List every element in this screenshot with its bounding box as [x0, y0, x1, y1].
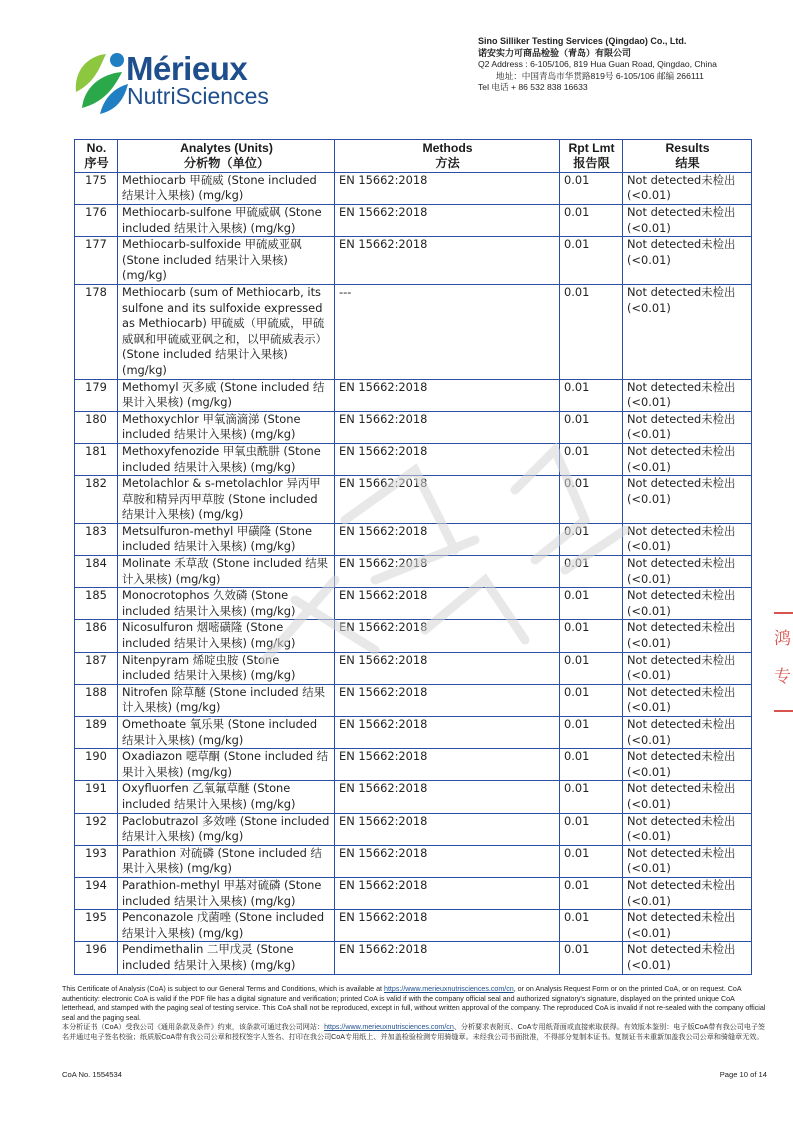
- table-row: [75, 749, 752, 781]
- table-row: [75, 813, 752, 845]
- table-row: [75, 411, 752, 443]
- company-info: [478, 36, 778, 94]
- result-cell: Not detected未检出(<0.01): [623, 813, 752, 845]
- analyte-cell: Methiocarb (sum of Methiocarb, its sulfone and its sulfoxide expressed as Methiocarb) 甲硫威（甲硫威，甲硫威砜和甲硫威亚砜之和，以甲硫威表示）(Stone included 结果计入果核) (mg/kg): [118, 284, 335, 379]
- seal-char-1: 鸿: [774, 629, 791, 649]
- table-row: [75, 684, 752, 716]
- rpt-lmt-cell: 0.01: [560, 411, 623, 443]
- logo-text-merieux: Mérieux: [126, 50, 248, 87]
- footer-disclaimer: [62, 985, 768, 1043]
- footer-text-en: This Certificate of Analysis (CoA) is subject to our General Terms and Conditions, which is available at https://www.merieuxnutrisciences.com/cn, or on Analysis Request Form or on the printed CoA, or on request. CoA authenticity: electronic CoA is valid if the PDF file has a digital signature and verification; printed CoA is valid if with the company official seal and authorized signatory's signature, displayed on the printed unique CoA letterhead, and stamped with the paging seal of testing service. This CoA shall not be reproduced, except in full, without written approval of the company. The reproduced CoA is invalid if not re-sealed with the company official seal and the paging seal.: [62, 985, 766, 1022]
- col-header-result: Results 结果: [623, 140, 752, 173]
- result-cell: Not detected未检出(<0.01): [623, 717, 752, 749]
- row-number: 176: [75, 205, 118, 237]
- row-number: 184: [75, 556, 118, 588]
- company-address-cn: 地址：中国青岛市华贯路819号 6-105/106 邮编 266111: [496, 70, 704, 81]
- row-number: 181: [75, 443, 118, 475]
- result-cell: Not detected未检出(<0.01): [623, 877, 752, 909]
- result-cell: Not detected未检出(<0.01): [623, 781, 752, 813]
- rpt-lmt-cell: 0.01: [560, 588, 623, 620]
- result-cell: Not detected未检出(<0.01): [623, 910, 752, 942]
- method-cell: EN 15662:2018: [335, 588, 560, 620]
- result-cell: Not detected未检出(<0.01): [623, 172, 752, 204]
- analyte-cell: Penconazole 戊菌唑 (Stone included 结果计入果核) (mg/kg): [118, 910, 335, 942]
- result-cell: Not detected未检出(<0.01): [623, 476, 752, 524]
- result-cell: Not detected未检出(<0.01): [623, 652, 752, 684]
- rpt-lmt-cell: 0.01: [560, 476, 623, 524]
- analyte-cell: Metsulfuron-methyl 甲磺隆 (Stone included 结果计入果核) (mg/kg): [118, 523, 335, 555]
- table-row: [75, 523, 752, 555]
- analyte-cell: Nitrofen 除草醚 (Stone included 结果计入果核) (mg/kg): [118, 684, 335, 716]
- table-row: [75, 237, 752, 285]
- row-number: 179: [75, 379, 118, 411]
- company-logo: [70, 48, 280, 116]
- analyte-cell: Methoxyfenozide 甲氧虫酰肼 (Stone included 结果计入果核) (mg/kg): [118, 443, 335, 475]
- method-cell: EN 15662:2018: [335, 205, 560, 237]
- col-header-analyte: Analytes (Units) 分析物（单位）: [118, 140, 335, 173]
- analyte-cell: Pendimethalin 二甲戊灵 (Stone included 结果计入果核) (mg/kg): [118, 942, 335, 974]
- rpt-lmt-cell: 0.01: [560, 717, 623, 749]
- rpt-lmt-cell: 0.01: [560, 877, 623, 909]
- table-row: [75, 910, 752, 942]
- results-table-wrapper: [74, 139, 751, 975]
- method-cell: EN 15662:2018: [335, 652, 560, 684]
- analyte-cell: Metolachlor & s-metolachlor 异丙甲草胺和精异丙甲草胺 (Stone included 结果计入果核) (mg/kg): [118, 476, 335, 524]
- rpt-lmt-cell: 0.01: [560, 845, 623, 877]
- method-cell: EN 15662:2018: [335, 443, 560, 475]
- row-number: 195: [75, 910, 118, 942]
- company-tel: Tel 电话 + 86 532 838 16633: [478, 82, 588, 93]
- row-number: 187: [75, 652, 118, 684]
- analyte-cell: Omethoate 氧乐果 (Stone included 结果计入果核) (mg/kg): [118, 717, 335, 749]
- row-number: 177: [75, 237, 118, 285]
- company-name: Sino Silliker Testing Services (Qingdao) Co., Ltd.: [478, 36, 687, 46]
- rpt-lmt-cell: 0.01: [560, 556, 623, 588]
- coa-number: CoA No. 1554534: [62, 1070, 122, 1079]
- row-number: 193: [75, 845, 118, 877]
- rpt-lmt-cell: 0.01: [560, 620, 623, 652]
- row-number: 194: [75, 877, 118, 909]
- col-header-no: No. 序号: [75, 140, 118, 173]
- analyte-cell: Nicosulfuron 烟嘧磺隆 (Stone included 结果计入果核) (mg/kg): [118, 620, 335, 652]
- result-cell: Not detected未检出(<0.01): [623, 411, 752, 443]
- logo-text-nutrisciences: NutriSciences: [127, 83, 269, 109]
- row-number: 182: [75, 476, 118, 524]
- table-row: [75, 588, 752, 620]
- result-cell: Not detected未检出(<0.01): [623, 942, 752, 974]
- table-row: [75, 476, 752, 524]
- table-row: [75, 443, 752, 475]
- logo-leaf-icon: [70, 48, 132, 116]
- method-cell: ---: [335, 284, 560, 379]
- analyte-cell: Methomyl 灭多威 (Stone included 结果计入果核) (mg/kg): [118, 379, 335, 411]
- table-header-row: [75, 140, 752, 173]
- rpt-lmt-cell: 0.01: [560, 813, 623, 845]
- paging-seal-fragment: [770, 612, 793, 714]
- table-row: [75, 620, 752, 652]
- analyte-cell: Parathion 对硫磷 (Stone included 结果计入果核) (mg/kg): [118, 845, 335, 877]
- table-row: [75, 942, 752, 974]
- analyte-cell: Methiocarb-sulfoxide 甲硫威亚砜 (Stone included 结果计入果核) (mg/kg): [118, 237, 335, 285]
- row-number: 178: [75, 284, 118, 379]
- table-row: [75, 205, 752, 237]
- method-cell: EN 15662:2018: [335, 717, 560, 749]
- table-row: [75, 877, 752, 909]
- table-row: [75, 556, 752, 588]
- row-number: 186: [75, 620, 118, 652]
- rpt-lmt-cell: 0.01: [560, 942, 623, 974]
- page-number: Page 10 of 14: [719, 1070, 767, 1079]
- method-cell: EN 15662:2018: [335, 910, 560, 942]
- analyte-cell: Molinate 禾草敌 (Stone included 结果计入果核) (mg/kg): [118, 556, 335, 588]
- analyte-cell: Methoxychlor 甲氧滴滴涕 (Stone included 结果计入果核) (mg/kg): [118, 411, 335, 443]
- company-address-en: Q2 Address : 6-105/106, 819 Hua Guan Road, Qingdao, China: [478, 59, 717, 70]
- row-number: 188: [75, 684, 118, 716]
- rpt-lmt-cell: 0.01: [560, 237, 623, 285]
- analyte-cell: Methiocarb-sulfone 甲硫威砜 (Stone included 结果计入果核) (mg/kg): [118, 205, 335, 237]
- method-cell: EN 15662:2018: [335, 411, 560, 443]
- terms-link[interactable]: https://www.merieuxnutrisciences.com/cn: [384, 985, 514, 993]
- row-number: 175: [75, 172, 118, 204]
- row-number: 192: [75, 813, 118, 845]
- row-number: 196: [75, 942, 118, 974]
- method-cell: EN 15662:2018: [335, 556, 560, 588]
- rpt-lmt-cell: 0.01: [560, 379, 623, 411]
- result-cell: Not detected未检出(<0.01): [623, 443, 752, 475]
- table-row: [75, 845, 752, 877]
- rpt-lmt-cell: 0.01: [560, 749, 623, 781]
- table-row: [75, 379, 752, 411]
- footer-text-cn: 本分析证书（CoA）受我公司《通用条款及条件》约束，该条款可通过我公司网站：https://www.merieuxnutrisciences.com/cn、分析要求表附页、CoA专用纸背面或直接索取获得。有效版本鉴别：电子版CoA带有我公司电子签名并通过电子签名校验；纸质版CoA带有我公司公章和授权签字人签名、打印在我公司CoA专用纸上、并加盖检验检测专用骑缝章。未经我公司书面批准，不得部分复制本证书。复制证书未重新加盖我公司公章和骑缝章无效。: [62, 1023, 766, 1041]
- result-cell: Not detected未检出(<0.01): [623, 845, 752, 877]
- row-number: 180: [75, 411, 118, 443]
- row-number: 185: [75, 588, 118, 620]
- method-cell: EN 15662:2018: [335, 813, 560, 845]
- result-cell: Not detected未检出(<0.01): [623, 749, 752, 781]
- row-number: 191: [75, 781, 118, 813]
- rpt-lmt-cell: 0.01: [560, 652, 623, 684]
- rpt-lmt-cell: 0.01: [560, 910, 623, 942]
- method-cell: EN 15662:2018: [335, 684, 560, 716]
- rpt-lmt-cell: 0.01: [560, 443, 623, 475]
- analyte-cell: Monocrotophos 久效磷 (Stone included 结果计入果核) (mg/kg): [118, 588, 335, 620]
- table-row: [75, 781, 752, 813]
- col-header-rpt-lmt: Rpt Lmt 报告限: [560, 140, 623, 173]
- company-name-cn: 诺安实力可商品检验（青岛）有限公司: [478, 47, 632, 58]
- terms-link-cn[interactable]: https://www.merieuxnutrisciences.com/cn: [324, 1023, 454, 1032]
- analyte-cell: Paclobutrazol 多效唑 (Stone included 结果计入果核) (mg/kg): [118, 813, 335, 845]
- result-cell: Not detected未检出(<0.01): [623, 588, 752, 620]
- result-cell: Not detected未检出(<0.01): [623, 620, 752, 652]
- row-number: 183: [75, 523, 118, 555]
- method-cell: EN 15662:2018: [335, 942, 560, 974]
- table-row: [75, 172, 752, 204]
- results-table: [74, 139, 752, 975]
- method-cell: EN 15662:2018: [335, 749, 560, 781]
- analyte-cell: Parathion-methyl 甲基对硫磷 (Stone included 结果计入果核) (mg/kg): [118, 877, 335, 909]
- rpt-lmt-cell: 0.01: [560, 172, 623, 204]
- table-row: [75, 652, 752, 684]
- table-row: [75, 284, 752, 379]
- rpt-lmt-cell: 0.01: [560, 205, 623, 237]
- rpt-lmt-cell: 0.01: [560, 684, 623, 716]
- method-cell: EN 15662:2018: [335, 877, 560, 909]
- method-cell: EN 15662:2018: [335, 523, 560, 555]
- analyte-cell: Nitenpyram 烯啶虫胺 (Stone included 结果计入果核) (mg/kg): [118, 652, 335, 684]
- col-header-method: Methods 方法: [335, 140, 560, 173]
- method-cell: EN 15662:2018: [335, 237, 560, 285]
- method-cell: EN 15662:2018: [335, 781, 560, 813]
- analyte-cell: Methiocarb 甲硫威 (Stone included 结果计入果核) (mg/kg): [118, 172, 335, 204]
- method-cell: EN 15662:2018: [335, 845, 560, 877]
- method-cell: EN 15662:2018: [335, 476, 560, 524]
- analyte-cell: Oxadiazon 噁草酮 (Stone included 结果计入果核) (mg/kg): [118, 749, 335, 781]
- rpt-lmt-cell: 0.01: [560, 284, 623, 379]
- result-cell: Not detected未检出(<0.01): [623, 379, 752, 411]
- method-cell: EN 15662:2018: [335, 620, 560, 652]
- rpt-lmt-cell: 0.01: [560, 523, 623, 555]
- analyte-cell: Oxyfluorfen 乙氧氟草醚 (Stone included 结果计入果核) (mg/kg): [118, 781, 335, 813]
- result-cell: Not detected未检出(<0.01): [623, 556, 752, 588]
- seal-char-2: 专: [774, 667, 791, 687]
- row-number: 189: [75, 717, 118, 749]
- row-number: 190: [75, 749, 118, 781]
- method-cell: EN 15662:2018: [335, 172, 560, 204]
- result-cell: Not detected未检出(<0.01): [623, 205, 752, 237]
- method-cell: EN 15662:2018: [335, 379, 560, 411]
- result-cell: Not detected未检出(<0.01): [623, 284, 752, 379]
- result-cell: Not detected未检出(<0.01): [623, 237, 752, 285]
- result-cell: Not detected未检出(<0.01): [623, 523, 752, 555]
- rpt-lmt-cell: 0.01: [560, 781, 623, 813]
- result-cell: Not detected未检出(<0.01): [623, 684, 752, 716]
- table-row: [75, 717, 752, 749]
